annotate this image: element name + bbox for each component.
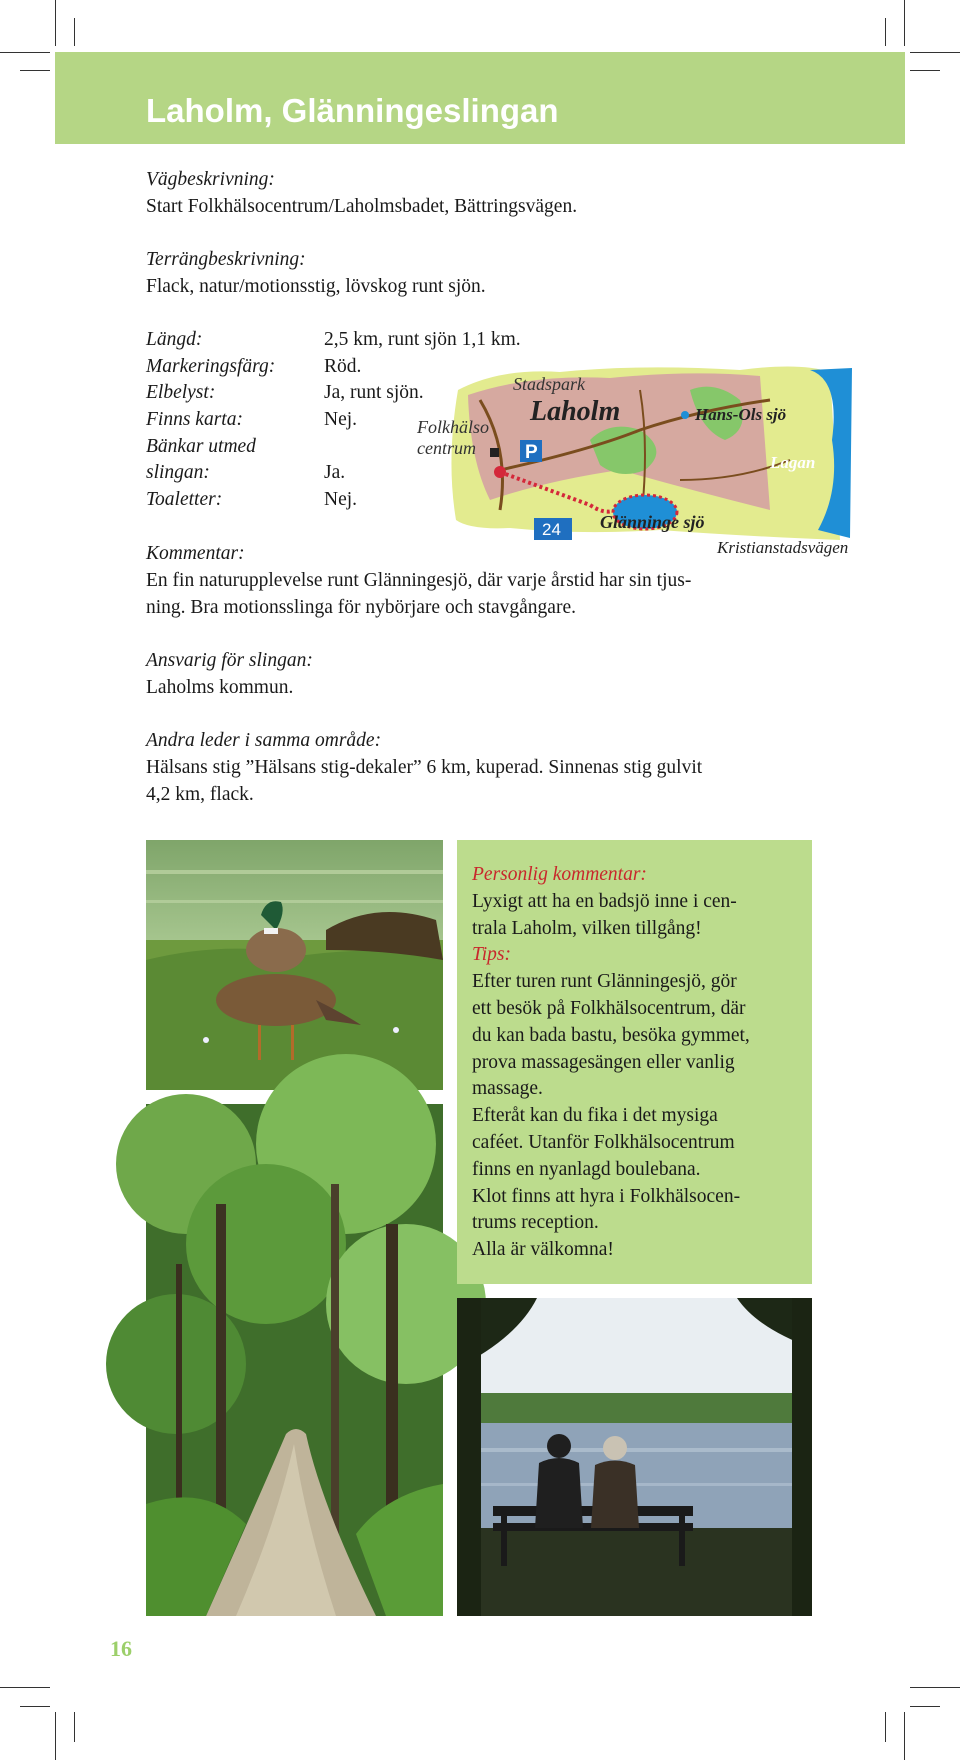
map-label: Kristianstadsvägen bbox=[717, 538, 849, 557]
route-text: Start Folkhälsocentrum/Laholmsbadet, Bättringsvägen. bbox=[146, 196, 578, 217]
info-value: Ja. bbox=[324, 462, 346, 483]
photo-ducks bbox=[146, 840, 443, 1090]
photo-bench-lake bbox=[457, 1298, 812, 1616]
personal-comment-label: Personlig kommentar: bbox=[472, 864, 647, 885]
crop-mark bbox=[20, 70, 50, 71]
crop-mark bbox=[55, 0, 56, 46]
map-label: Glänninge sjö bbox=[600, 512, 705, 532]
crop-mark bbox=[910, 52, 960, 53]
map-label: Hans-Ols sjö bbox=[695, 405, 787, 424]
route-label: Vägbeskrivning: bbox=[146, 169, 275, 190]
crop-mark bbox=[910, 1687, 960, 1688]
other-trails-text: 4,2 km, flack. bbox=[146, 784, 254, 805]
info-value: 2,5 km, runt sjön 1,1 km. bbox=[324, 329, 521, 350]
other-trails-label: Andra leder i samma område: bbox=[146, 730, 382, 751]
crop-mark bbox=[910, 70, 940, 71]
tips-line: Klot finns att hyra i Folkhälsocen- bbox=[472, 1185, 741, 1207]
trail-map bbox=[417, 360, 860, 560]
crop-mark bbox=[55, 1712, 56, 1760]
info-value: Nej. bbox=[324, 409, 358, 430]
crop-mark bbox=[74, 18, 75, 46]
map-label: Folkhälso bbox=[417, 417, 489, 437]
info-key: Elbelyst: bbox=[146, 382, 216, 403]
trail-map-graphic bbox=[417, 360, 860, 560]
tips-line: prova massagesängen eller vanlig bbox=[472, 1051, 735, 1073]
info-key: Toaletter: bbox=[146, 489, 223, 510]
personal-comment-line: trala Laholm, vilken tillgång! bbox=[472, 917, 702, 939]
info-key: Bänkar utmed bbox=[146, 436, 256, 457]
terrain-label: Terrängbeskrivning: bbox=[146, 249, 306, 270]
tips-line: caféet. Utanför Folkhälsocentrum bbox=[472, 1131, 735, 1153]
photo-forest-path bbox=[146, 1104, 443, 1616]
comment-text: ning. Bra motionsslinga för nybörjare och stavgångare. bbox=[146, 597, 576, 618]
tips-line: Efteråt kan du fika i det mysiga bbox=[472, 1105, 718, 1127]
page-title: Laholm, Glänningeslingan bbox=[146, 92, 559, 129]
info-key: slingan: bbox=[146, 462, 210, 483]
terrain-text: Flack, natur/motionsstig, lövskog runt sjön. bbox=[146, 276, 486, 297]
personal-comment-line: Lyxigt att ha en badsjö inne i cen- bbox=[472, 890, 737, 912]
other-trails-text: Hälsans stig ”Hälsans stig-dekaler” 6 km, kuperad. Sinnenas stig gulvit bbox=[146, 757, 703, 778]
info-value: Nej. bbox=[324, 489, 358, 510]
personal-comment-box bbox=[457, 840, 812, 1284]
info-key: Markeringsfärg: bbox=[146, 356, 276, 377]
comment-text: En fin naturupplevelse runt Glänningesjö, där varje årstid har sin tjus- bbox=[146, 570, 692, 591]
crop-mark bbox=[904, 1712, 905, 1760]
crop-mark bbox=[20, 1706, 50, 1707]
tips-label: Tips: bbox=[472, 944, 512, 966]
info-key: Finns karta: bbox=[146, 409, 243, 430]
tips-line: Alla är välkomna! bbox=[472, 1239, 614, 1261]
responsible-label: Ansvarig för slingan: bbox=[146, 650, 313, 671]
info-key: Längd: bbox=[146, 329, 203, 350]
page-number: 16 bbox=[110, 1636, 132, 1661]
responsible-text: Laholms kommun. bbox=[146, 677, 294, 698]
comment-label: Kommentar: bbox=[146, 543, 245, 564]
map-label: Stadspark bbox=[513, 374, 585, 394]
map-label: P bbox=[525, 442, 538, 463]
crop-mark bbox=[0, 1687, 50, 1688]
info-value: Ja, runt sjön. bbox=[324, 382, 424, 403]
tips-line: finns en nyanlagd boulebana. bbox=[472, 1158, 701, 1180]
tips-line: massage. bbox=[472, 1078, 543, 1100]
crop-mark bbox=[74, 1712, 75, 1742]
map-label: Lagan bbox=[770, 453, 816, 472]
tips-line: ett besök på Folkhälsocentrum, där bbox=[472, 997, 746, 1019]
tips-line: trums reception. bbox=[472, 1212, 599, 1234]
tips-line: du kan bada bastu, besöka gymmet, bbox=[472, 1024, 750, 1046]
crop-mark bbox=[885, 1712, 886, 1742]
map-label: centrum bbox=[417, 438, 476, 458]
crop-mark bbox=[910, 1706, 940, 1707]
crop-mark bbox=[904, 0, 905, 46]
crop-mark bbox=[885, 18, 886, 46]
tips-line: Efter turen runt Glänningesjö, gör bbox=[472, 971, 737, 993]
crop-mark bbox=[0, 52, 50, 53]
map-label: 24 bbox=[542, 520, 561, 539]
info-value: Röd. bbox=[324, 356, 362, 377]
map-label: Laholm bbox=[530, 396, 621, 427]
